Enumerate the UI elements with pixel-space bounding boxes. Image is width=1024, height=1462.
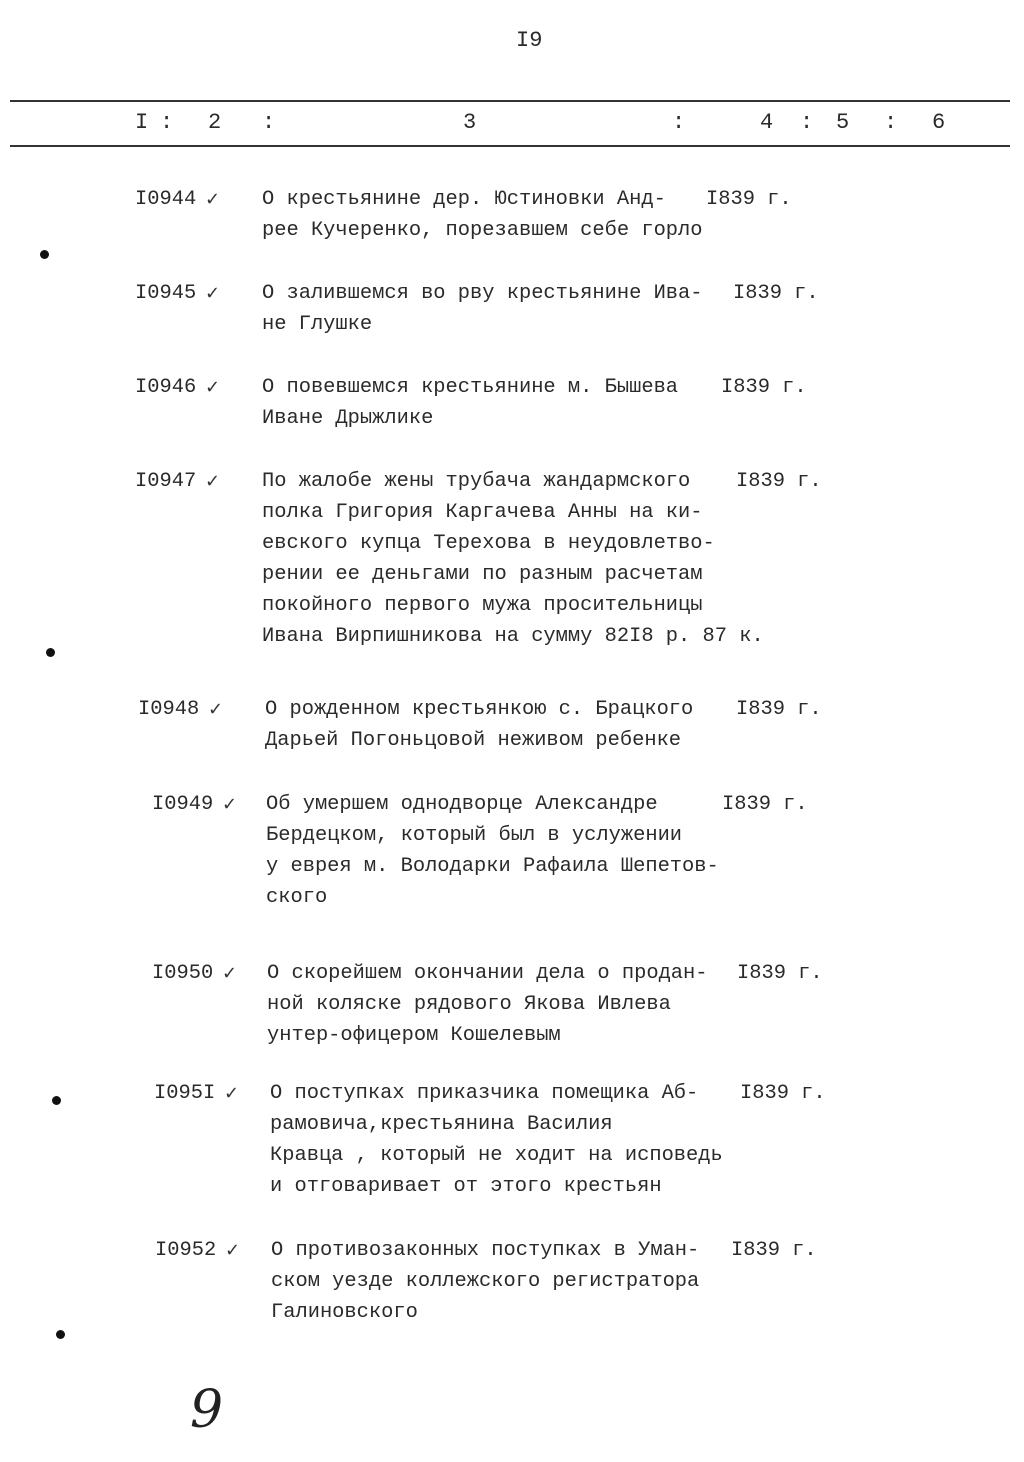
entry-title-line: Дарьей Погоньцовой неживом ребенке [265,729,682,752]
entry-number: I095I [154,1082,216,1105]
punch-hole [52,1096,61,1105]
entry-number: I0949 [152,793,214,816]
entry-year: I839 г. [740,1082,826,1105]
col-sep: : [262,110,276,135]
col-sep: : [800,110,814,135]
check-mark-icon: ✓ [225,1240,241,1261]
entry-title [267,958,708,1051]
entry-title [270,1078,723,1202]
entry-year: I839 г. [736,698,822,721]
entry-year: I839 г. [731,1239,817,1262]
header-top-rule [10,100,1010,102]
entry-year: I839 г. [737,962,823,985]
entry-title-line: ского [266,886,328,909]
entry-title [271,1235,699,1328]
entry-title-line: ной коляске рядового Якова Ивлева [267,993,671,1016]
entry-title [262,184,703,246]
entry-title-line: По жалобе жены трубача жандармского [262,470,691,493]
entry-title [265,694,693,756]
entry-year: I839 г. [721,376,807,399]
entry-number: I0946 [135,376,197,399]
entry-title [262,372,678,434]
entry-title-line: покойного первого мужа просительницы [262,594,703,617]
punch-hole [40,250,49,259]
punch-hole [46,648,55,657]
entry-title-line: рении ее деньгами по разным расчетам [262,563,703,586]
entry-year: I839 г. [733,282,819,305]
col-4: 4 [760,110,774,135]
entry-title-line: полка Григория Каргачева Анны на ки- [262,501,703,524]
entry-title-line: Галиновского [271,1301,418,1324]
header-bottom-rule [10,145,1010,147]
col-sep: : [160,110,174,135]
entry-title-line: О залившемся во рву крестьянине Ива- [262,282,703,305]
entry-title-line: Кравца , который не ходит на исповедь [270,1144,723,1167]
col-1: I [135,110,149,135]
check-mark-icon: ✓ [205,283,221,304]
entry-title-line: евского купца Терехова в неудовлетво- [262,532,715,555]
entry-year: I839 г. [706,188,792,211]
col-2: 2 [208,110,222,135]
col-sep: : [672,110,686,135]
entry-number: I0950 [152,962,214,985]
entry-title-line: О рожденном крестьянкою с. Брацкого [265,698,694,721]
entry-title [262,278,703,340]
entry-title [266,789,719,913]
entry-title-line: О противозаконных поступках в Уман- [271,1239,700,1262]
entry-title-line: у еврея м. Володарки Рафаила Шепетов- [266,855,719,878]
entry-title-line: унтер-офицером Кошелевым [267,1024,561,1047]
entry-number: I0944 [135,188,197,211]
check-mark-icon: ✓ [224,1083,240,1104]
col-3: 3 [463,110,477,135]
entry-title [262,466,764,652]
entry-title-line: Иване Дрыжлике [262,407,434,430]
check-mark-icon: ✓ [222,794,238,815]
entry-title-line: О крестьянине дер. Юстиновки Анд- [262,188,666,211]
entry-title-line: Об умершем однодворце Александре [266,793,658,816]
entry-number: I0952 [155,1239,217,1262]
entry-year: I839 г. [736,470,822,493]
handwritten-page-number: 9 [190,1380,224,1440]
entry-year: I839 г. [722,793,808,816]
punch-hole [56,1330,65,1339]
entry-title-line: О скорейшем окончании дела о продан- [267,962,708,985]
entry-title-line: и отговаривает от этого крестьян [270,1175,662,1198]
entry-title-line: О повевшемся крестьянине м. Бышева [262,376,679,399]
entry-title-line: рее Кучеренко, порезавшем себе горло [262,219,703,242]
entry-title-line: Бердецком, который был в услужении [266,824,683,847]
entry-title-line: не Глушке [262,313,373,336]
entry-number: I0945 [135,282,197,305]
page-number: I9 [516,28,543,53]
check-mark-icon: ✓ [208,699,224,720]
check-mark-icon: ✓ [205,471,221,492]
col-6: 6 [932,110,946,135]
entry-title-line: О поступках приказчика помещика Аб- [270,1082,699,1105]
entry-number: I0948 [138,698,200,721]
entry-number: I0947 [135,470,197,493]
check-mark-icon: ✓ [205,189,221,210]
check-mark-icon: ✓ [222,963,238,984]
entry-title-line: Ивана Вирпишникова на сумму 82I8 р. 87 к. [262,625,764,648]
entry-title-line: рамовича,крестьянина Василия [270,1113,613,1136]
col-sep: : [884,110,898,135]
col-5: 5 [836,110,850,135]
entry-title-line: ском уезде коллежского регистратора [271,1270,700,1293]
check-mark-icon: ✓ [205,377,221,398]
